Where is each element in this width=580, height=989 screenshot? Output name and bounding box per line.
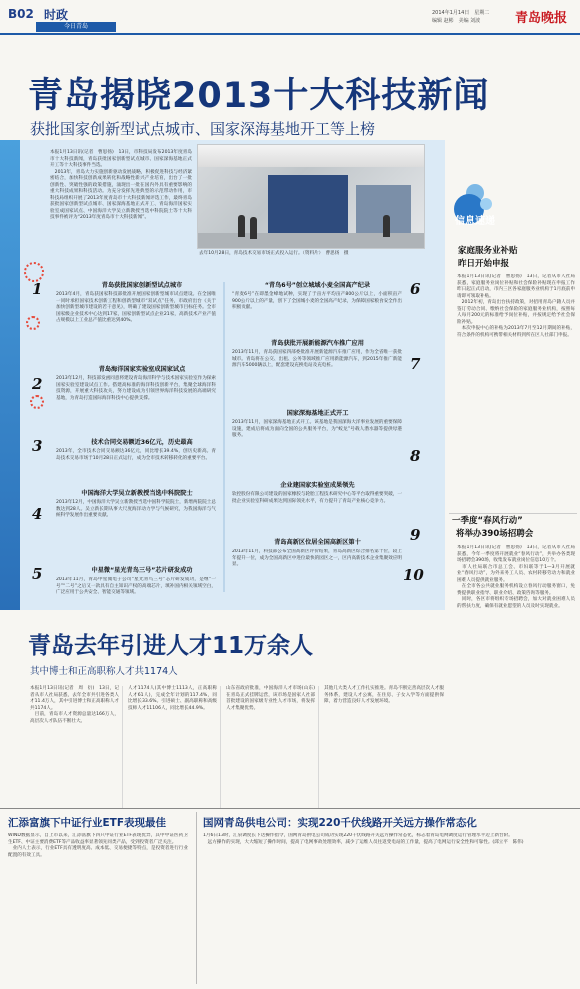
- newspaper-logo: 青岛晚报: [515, 11, 568, 26]
- decorative-side-band: [0, 140, 20, 610]
- item-number: 6: [410, 280, 421, 298]
- timeline-spine: [223, 282, 225, 592]
- column-divider: [318, 686, 319, 808]
- issue-date: 2014年1月14日 星期二: [432, 10, 490, 16]
- item-number: 10: [403, 566, 424, 584]
- article-column: 其他几大类人才工作扎实推进。青岛不断完善高层次人才服务体系，建设人才公寓，在住房、子女入学等方面提供保障，着力营造良好人才发展环境。: [324, 686, 444, 704]
- brief-headline[interactable]: 一季度“春风行动” 将举办390场招聘会: [452, 516, 534, 539]
- decorative-ring: [26, 316, 40, 330]
- item-text: 2013年11月，科技部公布全国高新区评价结果，青岛高新区综合排名第十位，较上年提升一位，成为全国高新区中进位最快的园区之一，区内高新技术企业集聚效应明显。: [232, 549, 402, 567]
- item-title[interactable]: 青岛获批开展新能源汽车推广应用: [271, 340, 364, 347]
- story-intro: 本报1月13日讯(记者 曹思扬) 13日，市科技局发布2013年度青岛市十大科技新闻，青岛获批国家创新型试点城市、国家深海基地正式开工等十大科技事件当选。 2013年，青岛大力实施创新驱动发展战略，积极促进科技与经济紧密结合，加快科技创新成果转化和战略性新兴产业培育，出台了一批创新性、突破性强的政策措施，涌现出一批在国内外具有重要影响的重大科技成果和科技活动。为充分发挥先进典型的示范带动作用，市科技局组织开展了2013年度青岛市十大科技新闻评选工作，最终青岛获批国家创新型试点城市、国家深海基地正式开工、青岛海洋国家实验室成国家试点、中国海洋大学吴立新教授当选中科院院士等十大科技事件被评为“2013年度青岛市十大科技新闻”。: [50, 150, 192, 220]
- item-number: 4: [32, 505, 43, 523]
- item-text: 2013年12月，科技部发函同意将建设青岛海洋科学与技术国家实验室作为探索国家实验室建设试点工作。搭建高标准的海洋科技创新平台，集聚全球海洋科技资源，开展重大科技攻关，努力建设成为引领世界海洋科技发展的高端研究基地，为青岛打造国际海洋科技中心提供支撑。: [56, 376, 216, 401]
- page-number: B02: [8, 7, 34, 21]
- header-divider: [0, 33, 580, 35]
- item-text: 2013年12月，中国海洋大学吴立新教授当选中国科学院院士，新增两院院士总数达到28人。吴立新长期从事大尺度海洋动力学与气候研究，为我国海洋与气候科学发展作出重要贡献。: [56, 500, 216, 518]
- section-title: 时政: [44, 8, 69, 22]
- brief-label: 信息速递: [455, 216, 495, 227]
- item-title[interactable]: 中国海洋大学吴立新教授当选中科院院士: [81, 490, 193, 497]
- bottom-divider: [0, 808, 580, 809]
- item-text: 2013年11月，青岛中星微电子公司“星光青鸟三号”芯片研发成功，是继“一号”“二号”之后又一款具有自主知识产权的高端芯片，填补国内相关领域空白，广泛应用于公共安全、智能交通等领域。: [56, 577, 216, 595]
- decorative-ring: [30, 395, 44, 409]
- item-text: 2013年4月，青岛获国家科技部批准开展国家创新型城市试点建设。在全国唯一同时承担国家技术创新工程和创新型城市“双试点”任务，市政府出台《关于加快创新型城市建设的若干意见》，明确了建设国家创新型城市目标任务。全市国家级企业技术中心达到17家，国家创新型试点企业21家，高新技术产业产值占规模以上工业总产值比重达到40%。: [56, 292, 216, 323]
- second-subheadline: 其中博士和正高职称人才共1174人: [30, 666, 178, 677]
- item-title[interactable]: 企业建国家实验室成果领先: [280, 482, 355, 489]
- brief-text: 本报1月13日讯(记者 曹思扬) 13日，记者从市人社局获悉，今年一季度将开展就业“春风行动”，共举办各类现场招聘会390场，收集发布就业岗位信息10万个。 市人社局联合市总工会、市妇联等于1—3月开展就业“春风行动”，为外来务工人员、农村转移劳动力和就业困难人员提供就业服务。 在全市各公共就业服务机构设立春风行动服务窗口，免费提供职业指导、职业介绍、政策咨询等服务。 同时，各区市将组织专场招聘会，加大对就业困难人员的帮扶力度，确保有就业愿望的人员及时实现就业。: [457, 545, 575, 609]
- second-headline[interactable]: 青岛去年引进人才11万余人: [28, 633, 314, 659]
- item-number: 9: [410, 526, 421, 544]
- item-title[interactable]: 中星微“星光青鸟三号”芯片研发成功: [91, 567, 193, 574]
- item-number: 8: [410, 447, 421, 465]
- column-divider: [196, 812, 197, 984]
- column-divider: [122, 686, 123, 808]
- item-text: 2013年11月，国家深海基地正式开工。该基地是我国深海大洋事业发展的重要保障设施，建成后将成为面向全国的公共服务平台，为“蛟龙”号载人潜水器等提供母港服务。: [232, 420, 402, 438]
- photo-caption: 去年10月28日，青岛技术交易市场正式投入运行。（资料片） 曹思扬 摄: [199, 251, 349, 256]
- item-title[interactable]: “青鸟6号”创立城域小麦全国高产纪录: [264, 282, 371, 289]
- news-photo: [197, 144, 425, 249]
- item-text: “青麦6号”在即墨金峰地试种，实现了于亩方平均亩产800公斤以上，小面积亩产900公斤以上的产量，创下了全国城小麦的全国高产纪录，为保障国家粮食安全作出积极贡献。: [232, 292, 402, 310]
- item-title[interactable]: 国家深海基地正式开工: [286, 410, 349, 417]
- item-title[interactable]: 青岛获批国家创新型试点城市: [101, 282, 183, 289]
- item-title[interactable]: 技术合同交易额近36亿元，历史最高: [91, 439, 193, 446]
- page-header: [0, 0, 580, 38]
- sub-section-label: 今日青岛: [36, 22, 116, 32]
- item-text: 软控股份有限公司建设的国家橡胶与轮胎工程技术研究中心等平台取得重要突破，一批企业实验室科研成果达到国际领先水平，有力提升了青岛产业核心竞争力。: [232, 492, 402, 504]
- item-number: 1: [32, 280, 43, 298]
- decorative-ring: [24, 262, 44, 282]
- item-number: 3: [32, 437, 43, 455]
- brief-headline[interactable]: 家庭服务业补贴 昨日开始申报: [458, 246, 518, 269]
- item-text: 2013年，全市技术合同交易额达36亿元，同比增长39.4%，创历史新高。青岛技术交易市场于10月28日正式运行，成为全市技术转移转化的重要平台。: [56, 449, 216, 461]
- brief-text: 本报1月13日讯(记者 曹思扬) 13日，记者从市人社局获悉，家庭服务业岗位补贴和社会保险补贴现在申报工作昨日起正式启动，市内三区各家庭服务业机构于1月底前申请即可领取补贴。 2012年初，青岛出台扶持政策，对招用青岛户籍人员并签订劳动合同、缴纳社会保险的家庭服务业机构，按照每人每月200元的标准给予岗位补贴，并按规定给予社会保险补贴。 本次申报中心的补贴为2013年7月至12月期间的补贴，符合条件的机构可携带相关材料到所在区人社部门申报。: [457, 274, 575, 338]
- item-number: 2: [32, 375, 43, 393]
- article-column: 本报1月13日讯(记者 周 衍) 13日，记者从市人社局获悉，去年全市共引进各类人才11.4万人，其中引进博士和正高职称人才共1174人。 目前，青岛市人才资源总量达166万人，高层次人才队伍不断壮大。: [30, 686, 119, 724]
- divider: [449, 513, 577, 514]
- bottom-left-headline[interactable]: 汇添富旗下中证行业ETF表现最佳: [8, 817, 167, 829]
- item-title[interactable]: 青岛高新区位居全国高新区第十: [274, 539, 361, 546]
- column-divider: [220, 686, 221, 808]
- bottom-left-text: WIND数据显示，自上市以来，汇添富旗下四只中证行业ETF表现优异，其中中证医药卫生ETF、中证主要消费ETF等产品收益率显著领先同类产品，受到投资者广泛关注。 业内人士表示，行业ETF具有透明度高、成本低、交易便捷等特点，是投资者进行行业配置的有效工具。: [8, 833, 188, 858]
- item-title[interactable]: 青岛海洋国家实验室成国家试点: [98, 366, 186, 373]
- editor-credits: 编辑 赵彬 美编 刘波: [432, 18, 481, 24]
- article-column: 人才1174人(其中博士1113人，正高职称人才61人)，完成全年计划的117.4%，同比增长33.6%。引进硕士、副高职称和高级技师人才11106人，同比增长44.9%。: [128, 686, 217, 711]
- item-text: 2013年11月，青岛获国家四部委批准开展新能源汽车推广应用，作为全省唯一获批城市。青岛将在公交、出租、公务等领域推广应用新能源汽车，到2015年推广新能源汽车5000辆以上，配套建设充换电站及充电桩。: [232, 350, 402, 368]
- article-column: 山东省政府批准，中国海洋人才市场(山东)在青岛正式挂牌运营，该市场是国家人社部首批建设的国家级专业性人才市场，将发挥人才集聚优势。: [226, 686, 315, 711]
- bottom-right-text: 1月6日13时，汇泉调度长下达操作指令，国网青岛供电公司成功实现220千伏线路开关远方操作常态化，标志着青岛电网调度运行管理水平迈上新台阶。 远方操作的实现，大大缩短了操作时间，提高了电网事故处理效率，减少了运维人员往返变电站的工作量，提高了电网运行安全性和可靠性。(邱立平 陈伟): [203, 833, 524, 845]
- main-headline[interactable]: 青岛揭晓2013十大科技新闻: [28, 76, 490, 116]
- item-number: 7: [410, 355, 421, 373]
- main-subheadline: 获批国家创新型试点城市、国家深海基地开工等上榜: [30, 120, 376, 138]
- bottom-right-headline[interactable]: 国网青岛供电公司：实现220千伏线路开关远方操作常态化: [203, 817, 477, 829]
- item-number: 5: [32, 565, 43, 583]
